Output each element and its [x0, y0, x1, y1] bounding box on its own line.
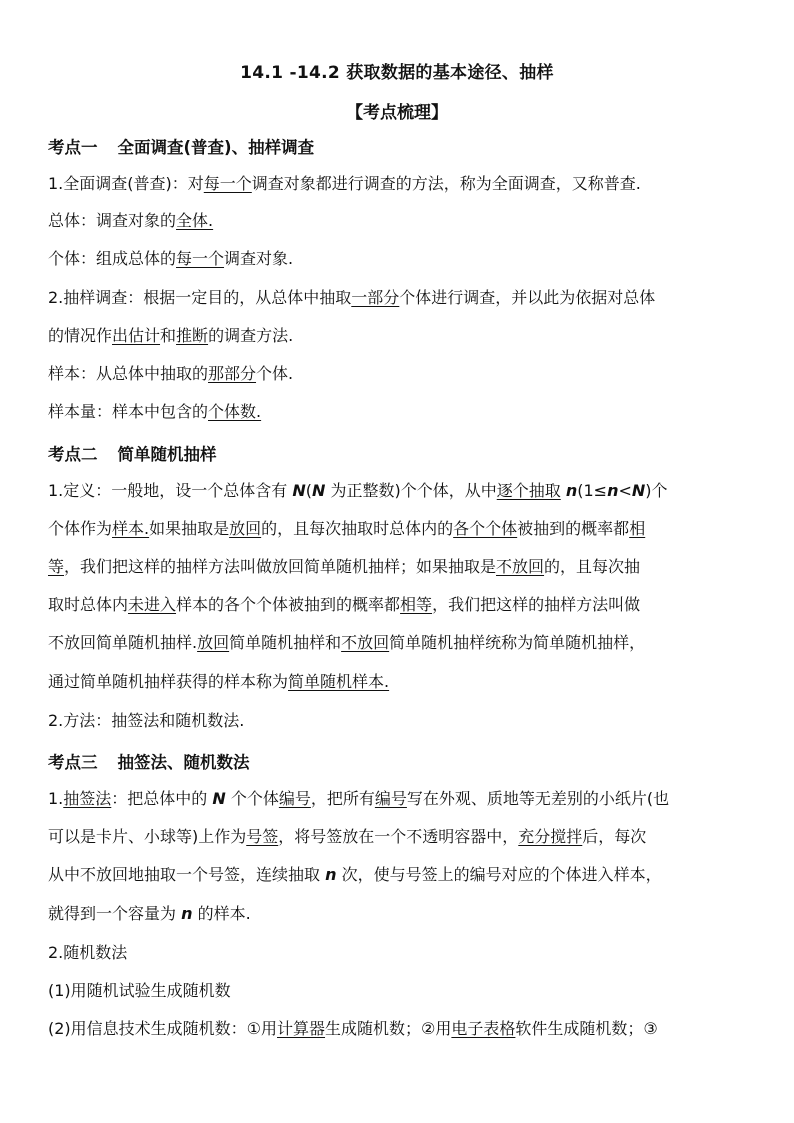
text-run: 如果抽取是: [149, 519, 230, 538]
text-run: N: [292, 481, 306, 500]
text-run: 取时总体内: [48, 595, 129, 614]
text-run: n: [181, 904, 193, 923]
document-title: 14.1 -14.2 获取数据的基本途径、抽样: [240, 63, 554, 83]
text-run: 相等: [400, 595, 433, 614]
text-run: 和: [160, 326, 177, 345]
text-run: 总体：调查对象的: [48, 211, 177, 230]
text-run: 全体.: [176, 211, 214, 230]
text-run: 2.方法：抽签法和随机数法.: [48, 711, 245, 730]
kaodian1-geti: [48, 248, 293, 270]
text-run: 2.抽样调查：根据一定目的，从总体中抽取: [48, 288, 352, 307]
text-run: n: [565, 481, 578, 500]
text-run: n: [325, 865, 337, 884]
kaodian2-l4: [48, 594, 640, 616]
text-run: 个体.: [256, 364, 294, 383]
text-run: 2.随机数法: [48, 943, 128, 962]
text-run: 就得到一个容量为: [48, 904, 182, 923]
text-run: 样本的各个个体被抽到的概率都: [176, 595, 401, 614]
kaodian1-yangben: [48, 363, 293, 385]
kaodian3-heading: [48, 749, 250, 773]
kaodian1-yangbenliang: [48, 401, 261, 423]
text-run: ，将号签放在一个不透明容器中，: [278, 827, 519, 846]
text-run: 后，每次: [582, 827, 647, 846]
text-run: 各个个体: [453, 519, 518, 538]
text-run: 电子表格: [451, 1019, 516, 1038]
text-run: 1.定义：一般地，设一个总体含有: [48, 481, 293, 500]
kaodian3-l6: [48, 980, 231, 1002]
text-run: 写在外观、质地等无差别的小纸片(也: [406, 789, 670, 808]
kaodian3-l5: [48, 942, 127, 964]
text-run: n: [607, 481, 619, 500]
text-run: N: [212, 789, 226, 808]
text-run: 相: [629, 519, 646, 538]
text-run: 未进入: [128, 595, 177, 614]
text-run: N: [631, 481, 646, 500]
text-run: 简单随机抽样统称为简单随机抽样，: [389, 633, 646, 652]
text-run: 等: [48, 557, 65, 576]
text-run: 样本量：样本中包含的: [48, 402, 209, 421]
text-run: 充分搅拌: [518, 827, 583, 846]
text-run: ，我们把这样的抽样方法叫做: [432, 595, 641, 614]
text-run: 个体数.: [208, 402, 262, 421]
text-run: 的，且每次抽取时总体内的: [261, 519, 454, 538]
text-run: 推断: [176, 326, 209, 345]
text-run: 1.全面调查(普查)：对: [48, 174, 204, 193]
text-run: 一部分: [351, 288, 400, 307]
kaodian3-l1: [48, 788, 669, 810]
kaodian1-label: 考点一: [48, 138, 98, 157]
text-run: (1≤: [577, 481, 608, 500]
text-run: 软件生成随机数；③: [515, 1019, 658, 1038]
text-run: 那部分: [208, 364, 257, 383]
kaodian3-label: 考点三: [48, 753, 98, 772]
text-run: 样本.: [112, 519, 150, 538]
text-run: 的调查方法.: [208, 326, 294, 345]
kaodian2-l6: [48, 671, 389, 693]
text-run: 1.: [48, 789, 64, 808]
text-run: 简单随机抽样和: [229, 633, 342, 652]
kaodian3-l4: [48, 903, 251, 925]
text-run: 编号: [374, 789, 407, 808]
kaodian2-l7: [48, 710, 244, 732]
kaodian2-l5: [48, 632, 645, 654]
text-run: 放回: [229, 519, 262, 538]
text-run: 编号: [278, 789, 311, 808]
text-run: ：把总体中的: [111, 789, 213, 808]
text-run: 为正整数)个个体，从中: [325, 481, 497, 500]
text-run: 抽签法: [63, 789, 112, 808]
text-run: 被抽到的概率都: [517, 519, 630, 538]
kaodian1-zongti: [48, 210, 213, 232]
text-run: 计算器: [277, 1019, 326, 1038]
text-run: 不放回: [341, 633, 390, 652]
text-run: )个: [645, 481, 668, 500]
kaodian2-title: 简单随机抽样: [117, 445, 217, 464]
text-run: ，把所有: [310, 789, 375, 808]
text-run: 的样本.: [192, 904, 251, 923]
kaodian3-title: 抽签法、随机数法: [117, 753, 250, 772]
kaodian3-l2: [48, 826, 646, 848]
text-run: ，我们把这样的抽样方法叫做放回简单随机抽样；如果抽取是: [64, 557, 497, 576]
text-run: 通过简单随机抽样获得的样本称为: [48, 672, 289, 691]
text-run: <: [618, 481, 632, 500]
text-run: 逐个抽取: [496, 481, 561, 500]
text-run: (1)用随机试验生成随机数: [48, 981, 231, 1000]
text-run: 从中不放回地抽取一个号签，连续抽取: [48, 865, 326, 884]
text-run: 出估计: [112, 326, 161, 345]
text-run: 的情况作: [48, 326, 113, 345]
kaodian2-l3: [48, 556, 640, 578]
text-run: 样本：从总体中抽取的: [48, 364, 209, 383]
text-run: 的，且每次抽: [544, 557, 641, 576]
kaodian3-l3: [48, 864, 662, 886]
text-run: 调查对象都进行调查的方法，称为全面调查，又称普查.: [251, 174, 641, 193]
kaodian1-heading: [48, 134, 314, 158]
text-run: 生成随机数；②用: [325, 1019, 452, 1038]
kaodian1-p2-line1: [48, 287, 655, 309]
kaodian1-p1: [48, 173, 641, 195]
text-run: 不放回: [496, 557, 545, 576]
text-run: 简单随机样本.: [288, 672, 390, 691]
kaodian3-l7: [48, 1018, 658, 1040]
kaodian2-label: 考点二: [48, 445, 98, 464]
kaodian2-l1: [48, 480, 668, 502]
kaodian1-title: 全面调查(普查)、抽样调查: [117, 138, 315, 157]
text-run: 每一个: [203, 174, 252, 193]
text-run: 调查对象.: [224, 249, 294, 268]
kaodian2-heading: [48, 441, 217, 465]
text-run: 个体进行调查，并以此为依据对总体: [399, 288, 656, 307]
text-run: 不放回简单随机抽样.: [48, 633, 198, 652]
section-tag: 【考点梳理】: [346, 103, 448, 123]
kaodian1-p2-line2: [48, 325, 293, 347]
text-run: 个体作为: [48, 519, 113, 538]
kaodian2-l2: [48, 518, 645, 540]
text-run: 个个体: [225, 789, 279, 808]
text-run: 个体：组成总体的: [48, 249, 177, 268]
text-run: (2)用信息技术生成随机数：①用: [48, 1019, 278, 1038]
text-run: 次，使与号签上的编号对应的个体进入样本，: [336, 865, 662, 884]
text-run: 可以是卡片、小球等)上作为: [48, 827, 247, 846]
text-run: (: [305, 481, 312, 500]
text-run: N: [312, 481, 326, 500]
text-run: 号签: [246, 827, 279, 846]
text-run: 每一个: [176, 249, 225, 268]
text-run: 放回: [197, 633, 230, 652]
